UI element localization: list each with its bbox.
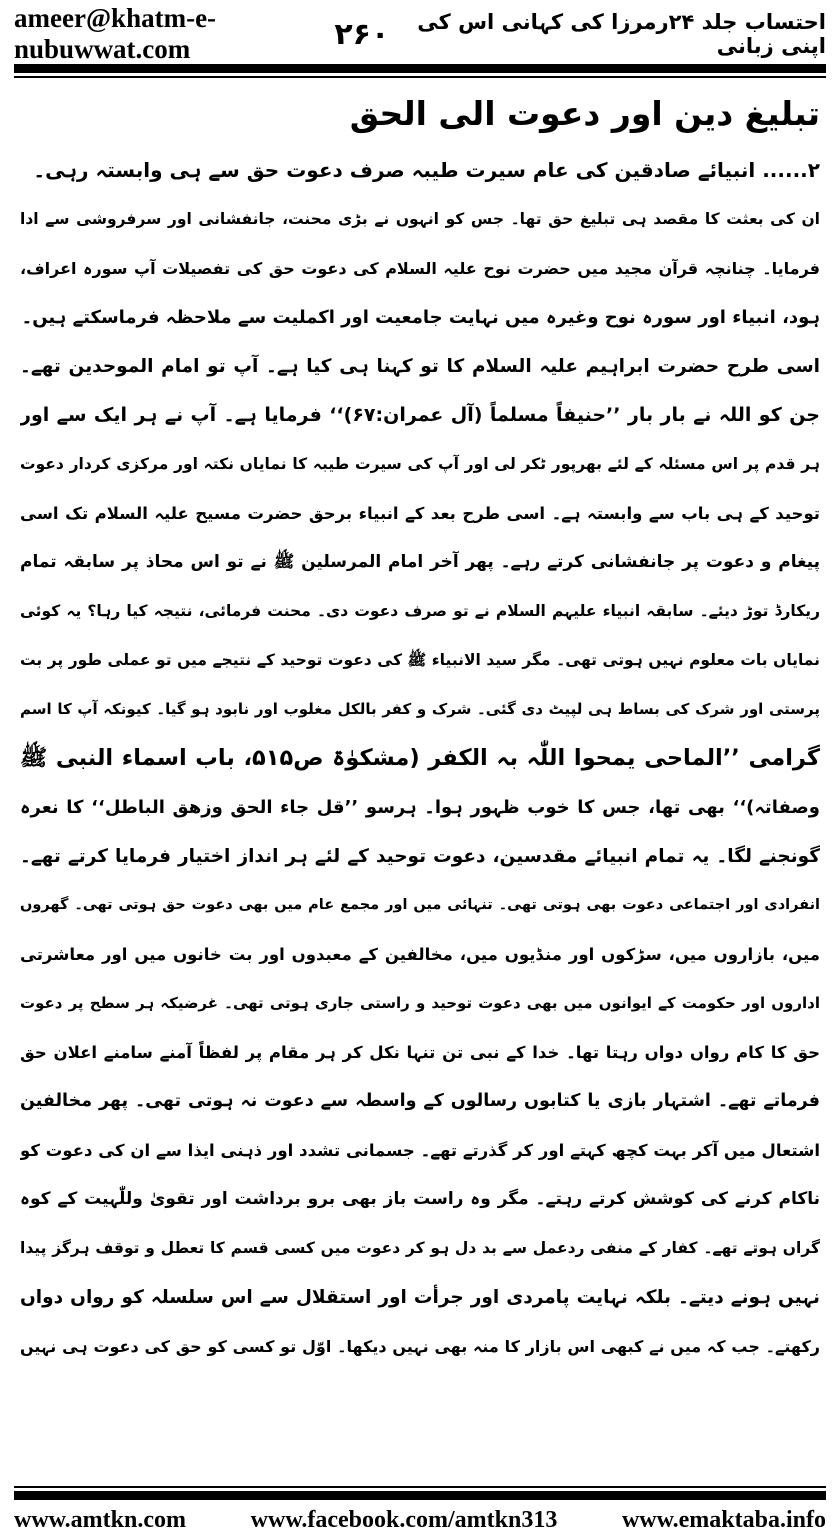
text-line: ۲...... انبیائے صادقین کی عام سیرت طیبہ صرف دعوت حق سے ہی وابستہ رہی۔ (33, 158, 820, 182)
footer-link-amtkn[interactable]: www.amtkn.com (14, 1506, 186, 1533)
text-line: حق کا کام رواں دواں رہتا تھا۔ خدا کے نبی تن تنہا نکل کر ہر مقام پر لفظاً آمنے سامنے اعلان حق (20, 1043, 820, 1062)
text-line: نہیں ہونے دیتے۔ بلکہ نہایت پامردی اور جرأت اور استقلال سے اس سلسلہ کو رواں دواں (20, 1287, 820, 1308)
text-line: انفرادی اور اجتماعی دعوت بھی ہوتی تھی۔ تنہائی میں اور مجمع عام میں بھی دعوت حق ہوتی تھی۔ گھروں (20, 897, 820, 913)
page-header (14, 4, 826, 64)
text-line: فرماتے تھے۔ اشتہار بازی یا کتابوں رسالوں کے واسطہ سے دعوت نہ ہوتی تھی۔ پھر مخالفین (20, 1091, 820, 1111)
text-line: رکھتے۔ جب کہ میں نے کبھی اس بازار کا منہ بھی نہیں دیکھا۔ اوّل تو کسی کو حق کی دعوت ہی نہیں (20, 1337, 820, 1356)
text-line: ہود، انبیاء اور سورہ نوح وغیرہ میں نہایت جامعیت اور اکملیت سے ملاحظہ فرماسکتے ہیں۔ (21, 307, 820, 328)
footer-rule-thin (14, 1486, 826, 1488)
text-line: ناکام کرنے کی کوشش کرتے رہتے۔ مگر وہ راست باز بھی برو برداشت اور تقویٰ وللّٰہیت کے کوہ (20, 1189, 820, 1209)
text-line: ان کی بعثت کا مقصد ہی تبلیغ حق تھا۔ جس کو انہوں نے بڑی محنت، جانفشانی اور سرفروشی سے ادا (20, 210, 820, 228)
page-number: ۲۶۰ (334, 16, 390, 52)
text-line: وصفاتہ)‘‘ بھی تھا، جس کا خوب ظہور ہوا۔ ہرسو ’’قل جاء الحق وزھق الباطل‘‘ کا نعرہ (20, 797, 820, 818)
text-line: نمایاں بات معلوم نہیں ہوتی تھی۔ مگر سید الانبیاء ﷺ کی دعوت توحید کے نتیجے میں تو عملی طور پر بت (20, 651, 820, 669)
text-line: ریکارڈ توڑ دیئے۔ سابقہ انبیاء علیہم السلام نے تو صرف دعوت دی۔ محنت فرمائی، نتیجہ کیا رہا؟ یہ کوئی (20, 602, 820, 620)
section-heading: تبلیغ دین اور دعوت الی الحق (349, 94, 820, 133)
text-line: گرامی ’’الماحی یمحوا اللّٰہ بہ الکفر (مشکوٰۃ ص۵۱۵، باب اسماء النبی ﷺ (20, 745, 820, 771)
running-title: احتساب جلد ۲۴رمرزا کی کہانی اس کی اپنی زبانی (417, 10, 826, 58)
text-line: جن کو اللہ نے بار بار ’’حنیفاً مسلماً (آل عمران:۶۷)‘‘ فرمایا ہے۔ آپ نے ہر ایک سے اور (20, 404, 820, 426)
text-line: اداروں اور حکومت کے ایوانوں میں بھی دعوت توحید و راستی جاری ہوتی تھی۔ غرضیکہ ہر سطح پر دعوت (20, 994, 820, 1012)
footer-rule-thick (14, 1491, 826, 1500)
header-rule-thin (14, 76, 826, 78)
text-line: پیغام و دعوت پر جانفشانی کرتے رہے۔ پھر آخر امام المرسلین ﷺ نے تو اس محاذ پر سابقہ تمام (20, 552, 820, 572)
text-line: ہر قدم پر اس مسئلہ کے لئے بھرپور ٹکر لی اور آپ کی سیرت طیبہ کا نمایاں نکتہ اور مرکزی کردار دعوت (20, 455, 820, 473)
text-line: توحید کے ہی باب سے وابستہ ہے۔ اسی طرح بعد کے انبیاء برحق حضرت مسیح علیہ السلام تک اسی (20, 504, 820, 523)
text-line: گراں ہوتے تھے۔ کفار کے منفی ردعمل سے بد دل ہو کر دعوت میں کسی قسم کا تعطل و توقف ہرگز پیدا (20, 1239, 820, 1257)
text-line: اسی طرح حضرت ابراہیم علیہ السلام کا تو کہنا ہی کیا ہے۔ آپ تو امام الموحدین تھے۔ (20, 356, 820, 377)
text-line: گونجنے لگا۔ یہ تمام انبیائے مقدسین، دعوت توحید کے لئے ہر انداز اختیار فرمایا کرتے تھے۔ (20, 846, 820, 867)
footer-link-emaktaba[interactable]: www.emaktaba.info (621, 1506, 826, 1533)
text-line: پرستی اور شرک کی بساط ہی لپیٹ دی گئی۔ شرک و کفر بالکل مغلوب اور نابود ہو گیا۔ کیونکہ آپ کا اسم (20, 700, 820, 718)
text-line: اشتعال میں آکر بہت کچھ کہتے اور کر گذرتے تھے۔ جسمانی تشدد اور ذہنی ایذا سے ان کی دعوت کو (20, 1141, 820, 1160)
text-line: فرمایا۔ چنانچہ قرآن مجید میں حضرت نوح علیہ السلام کی دعوت حق کی تفصیلات آپ سورہ اعراف، (20, 259, 820, 278)
page-footer (14, 1502, 826, 1538)
footer-link-facebook[interactable]: www.facebook.com/amtkn313 (250, 1506, 558, 1533)
header-left (14, 3, 389, 65)
text-line: میں، بازاروں میں، سڑکوں اور منڈیوں میں، مخالفین کے معبدوں اور بت خانوں میں اور معاشرتی (20, 945, 820, 964)
header-email: ameer@khatm-e-nubuwwat.com (14, 3, 217, 64)
body-text (20, 146, 820, 1371)
header-rule-thick (14, 64, 826, 73)
